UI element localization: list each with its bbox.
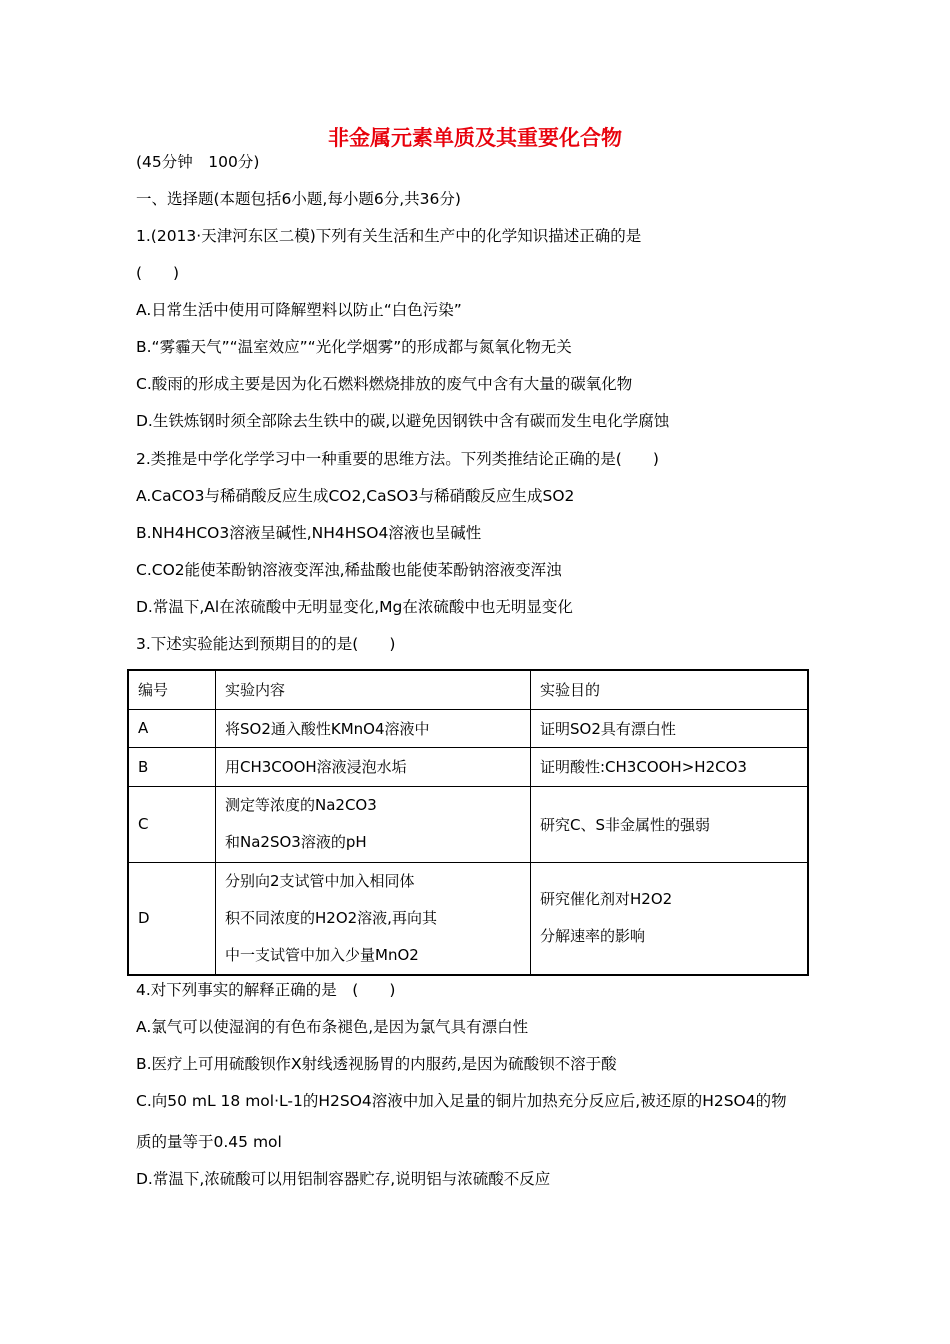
q1-option-d: D.生铁炼钢时须全部除去生铁中的碳,以避免因钢铁中含有碳而发生电化学腐蚀 xyxy=(136,412,670,430)
row-id-cell: A xyxy=(128,709,216,747)
q1-stem: 1.(2013·天津河东区二模)下列有关生活和生产中的化学知识描述正确的是 xyxy=(136,227,642,245)
cell-line: 测定等浓度的Na2CO3 xyxy=(225,796,377,814)
content-cell: 将SO2通入酸性KMnO4溶液中 xyxy=(216,709,531,747)
content-cell xyxy=(216,786,531,862)
cell-line: 分别向2支试管中加入相同体 xyxy=(225,871,415,890)
header-cell: 实验目的 xyxy=(531,670,809,709)
header-cell: 编号 xyxy=(128,670,216,709)
content-cell xyxy=(216,862,531,975)
q1-option-c: C.酸雨的形成主要是因为化石燃料燃烧排放的废气中含有大量的碳氧化物 xyxy=(136,375,633,393)
purpose-cell xyxy=(531,862,809,975)
q4-option-b: B.医疗上可用硫酸钡作X射线透视肠胃的内服药,是因为硫酸钡不溶于酸 xyxy=(136,1055,617,1073)
q2-stem: 2.类推是中学化学学习中一种重要的思维方法。下列类推结论正确的是( ) xyxy=(136,450,659,468)
cell-line: 分解速率的影响 xyxy=(540,927,646,946)
row-id-cell: C xyxy=(128,786,216,862)
header-cell: 实验内容 xyxy=(216,670,531,709)
page-title: 非金属元素单质及其重要化合物 xyxy=(328,126,622,150)
cell-line: 中一支试管中加入少量MnO2 xyxy=(225,945,419,964)
section-heading: 一、选择题(本题包括6小题,每小题6分,共36分) xyxy=(136,190,461,208)
q4-stem: 4.对下列事实的解释正确的是 ( ) xyxy=(136,981,396,999)
purpose-cell: 证明SO2具有漂白性 xyxy=(531,709,809,747)
table-header-row xyxy=(128,670,808,709)
table-row xyxy=(128,709,808,747)
table-row xyxy=(128,747,808,786)
q2-option-d: D.常温下,Al在浓硫酸中无明显变化,Mg在浓硫酸中也无明显变化 xyxy=(136,598,573,616)
row-id-cell: B xyxy=(128,747,216,786)
q4-option-c-line1: C.向50 mL 18 mol·L-1的H2SO4溶液中加入足量的铜片加热充分反应后,被还原的H2SO4的物 xyxy=(136,1092,787,1110)
purpose-cell: 证明酸性:CH3COOH>H2CO3 xyxy=(531,747,809,786)
table-row xyxy=(128,862,808,975)
q2-option-a: A.CaCO3与稀硝酸反应生成CO2,CaSO3与稀硝酸反应生成SO2 xyxy=(136,487,575,505)
experiment-table xyxy=(127,669,809,976)
q4-option-a: A.氯气可以使湿润的有色布条褪色,是因为氯气具有漂白性 xyxy=(136,1018,529,1036)
q4-option-c-line2: 质的量等于0.45 mol xyxy=(136,1133,282,1151)
q1-blank: ( ) xyxy=(136,264,180,282)
row-id-cell: D xyxy=(128,862,216,975)
cell-line: 和Na2SO3溶液的pH xyxy=(225,833,367,851)
q2-option-b: B.NH4HCO3溶液呈碱性,NH4HSO4溶液也呈碱性 xyxy=(136,524,482,542)
q4-option-d: D.常温下,浓硫酸可以用铝制容器贮存,说明铝与浓硫酸不反应 xyxy=(136,1170,551,1188)
time-score: (45分钟 100分) xyxy=(136,153,260,171)
q1-option-b: B.“雾霾天气”“温室效应”“光化学烟雾”的形成都与氮氧化物无关 xyxy=(136,338,572,356)
purpose-cell: 研究C、S非金属性的强弱 xyxy=(531,786,809,862)
cell-line: 积不同浓度的H2O2溶液,再向其 xyxy=(225,908,437,927)
content-cell: 用CH3COOH溶液浸泡水垢 xyxy=(216,747,531,786)
q2-option-c: C.CO2能使苯酚钠溶液变浑浊,稀盐酸也能使苯酚钠溶液变浑浊 xyxy=(136,561,562,579)
table-row xyxy=(128,786,808,862)
cell-line: 研究催化剂对H2O2 xyxy=(540,890,673,909)
q3-stem: 3.下述实验能达到预期目的的是( ) xyxy=(136,635,396,653)
q1-option-a: A.日常生活中使用可降解塑料以防止“白色污染” xyxy=(136,301,462,319)
